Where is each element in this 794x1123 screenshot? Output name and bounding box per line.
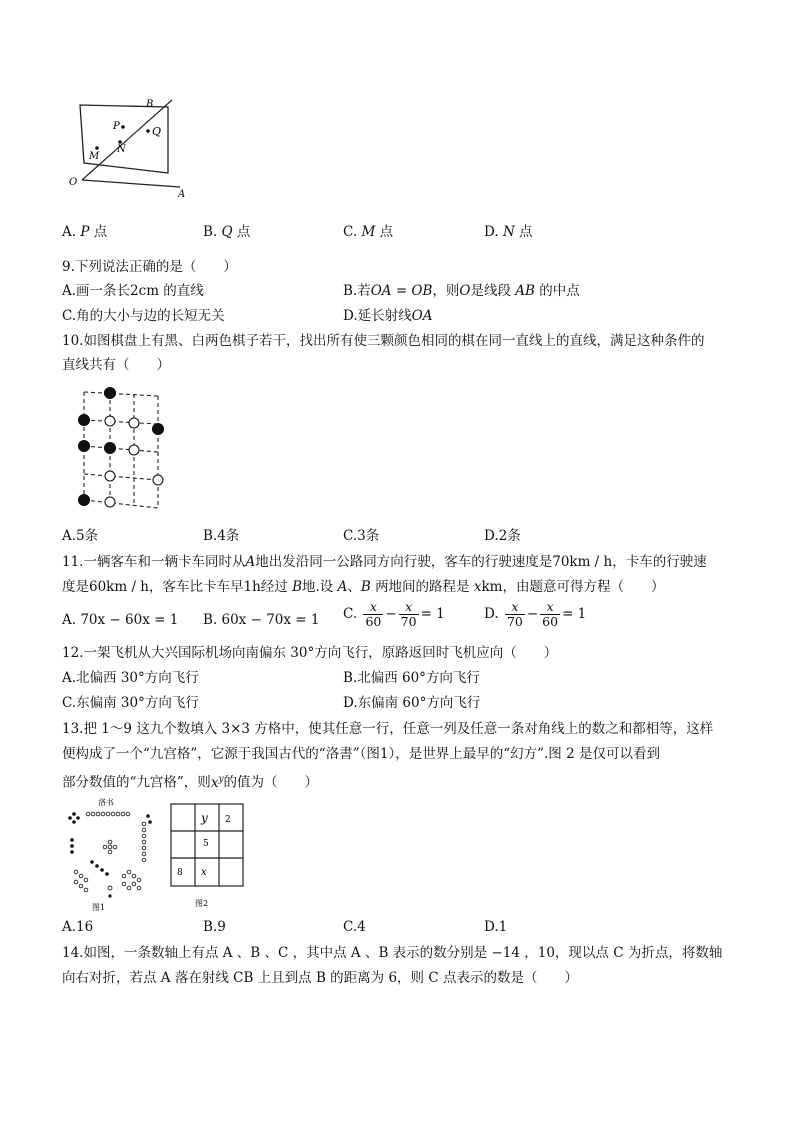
- white-stone: [129, 445, 139, 455]
- white-stone: [129, 418, 139, 428]
- point-p: [121, 125, 125, 129]
- black-stone: [105, 388, 116, 399]
- q8-option-b[interactable]: B. Q 点: [203, 224, 251, 240]
- white-stone: [105, 416, 115, 426]
- label-m: M: [89, 151, 100, 162]
- luoshu-title: 洛书: [98, 798, 114, 807]
- white-stone: [105, 497, 115, 507]
- fraction: $\frac{x}{70}$: [506, 599, 523, 629]
- q13-stem-line3: 部分数值的“九宫格”，则$x^y$的值为（ ）: [62, 774, 319, 791]
- q9-option-a[interactable]: A.画一条长2cm 的直线: [62, 283, 204, 299]
- grid-cell-5: 5: [203, 839, 209, 849]
- q8-option-c[interactable]: C. M 点: [343, 224, 394, 240]
- q12-option-a[interactable]: A.北偏西 30°方向飞行: [62, 670, 199, 686]
- fraction: $\frac{x}{60}$: [365, 599, 382, 629]
- q13-option-b[interactable]: B.9: [203, 919, 226, 935]
- ray-oa: [82, 180, 180, 187]
- plane-figure: [60, 95, 200, 205]
- q13-stem-line2: 便构成了一个“九宫格”，它源于我国古代的“洛書”（图1），是世界上最早的“幻方”.图 2 是仅可以看到: [62, 746, 660, 762]
- black-stone: [79, 415, 90, 426]
- q14-stem-line1: 14.如图，一条数轴上有点 A 、B 、C ，其中点 A 、B 表示的数分别是 −14 ，10，现以点 C 为折点，将数轴: [62, 945, 723, 961]
- label-p: P: [113, 121, 120, 132]
- q13-option-c[interactable]: C.4: [343, 919, 366, 935]
- q8-option-a[interactable]: A. P 点: [62, 224, 108, 240]
- q10-stem-line1: 10.如图棋盘上有黑、白两色棋子若干，找出所有使三颗颜色相同的棋在同一直线上的直线，满足这种条件的: [62, 333, 705, 349]
- q10-option-b[interactable]: B.4条: [203, 528, 240, 544]
- point-q: [146, 129, 150, 133]
- label-o: O: [69, 177, 78, 188]
- q11-option-c[interactable]: C. $\frac{x}{60}$ − $\frac{x}{70}$ = 1: [343, 599, 445, 629]
- chessboard-figure: [70, 380, 170, 520]
- q9-option-c[interactable]: C.角的大小与边的长短无关: [62, 308, 225, 324]
- q12-option-b[interactable]: B.北偏西 60°方向飞行: [343, 670, 480, 686]
- fraction: $\frac{x}{60}$: [542, 599, 559, 629]
- q11-option-a[interactable]: A. 70x − 60x = 1: [62, 612, 179, 628]
- point-m: [95, 146, 99, 150]
- q9-option-d[interactable]: D.延长射线OA: [343, 308, 433, 324]
- q14-stem-line2: 向右对折，若点 A 落在射线 CB 上且到点 B 的距离为 6，则 C 点表示的数是（ ）: [62, 970, 578, 986]
- q12-stem: 12.一架飞机从大兴国际机场向南偏东 30°方向飞行，原路返回时飞机应向（ ）: [62, 645, 558, 661]
- magic-square-figure: [165, 800, 245, 912]
- q10-option-c[interactable]: C.3条: [343, 528, 380, 544]
- luoshu-caption: 图1: [92, 903, 106, 912]
- q12-option-d[interactable]: D.东偏南 60°方向飞行: [343, 695, 481, 711]
- label-b: B: [146, 99, 154, 110]
- q13-option-a[interactable]: A.16: [62, 919, 94, 935]
- q13-stem-line1: 13.把 1～9 这九个数填入 3×3 方格中，使其任意一行，任意一列及任意一条对角线上的数之和都相等，这样: [62, 721, 714, 737]
- fraction: $\frac{x}{70}$: [400, 599, 417, 629]
- q9-option-b[interactable]: B.若OA = OB，则O是线段 AB 的中点: [343, 283, 580, 299]
- label-q: Q: [152, 125, 162, 138]
- q10-option-a[interactable]: A.5条: [62, 528, 99, 544]
- luoshu-figure: [62, 796, 158, 914]
- fig2-caption: 图2: [195, 899, 209, 908]
- q11-option-d[interactable]: D. $\frac{x}{70}$ − $\frac{x}{60}$ = 1: [484, 599, 587, 629]
- q8-option-d[interactable]: D. N 点: [484, 224, 533, 240]
- x-power-y: $x^y$: [210, 774, 224, 791]
- q9-stem: 9.下列说法正确的是（ ）: [62, 259, 237, 275]
- black-stone: [153, 424, 164, 435]
- q11-stem-line2: 度是60km / h，客车比卡车早1h经过 B地.设 A、B 两地间的路程是 xkm，由题意可得方程（ ）: [62, 579, 665, 595]
- q10-option-d[interactable]: D.2条: [484, 528, 521, 544]
- white-stone: [153, 475, 163, 485]
- q11-stem-line1: 11.一辆客车和一辆卡车同时从A地出发沿同一公路同方向行驶，客车的行驶速度是70km / h，卡车的行驶速: [62, 554, 707, 570]
- grid-cell-2: 2: [225, 815, 231, 825]
- q12-option-c[interactable]: C.东偏南 30°方向飞行: [62, 695, 199, 711]
- label-a: A: [178, 189, 186, 200]
- white-stone: [105, 471, 115, 481]
- black-stone: [105, 443, 116, 454]
- grid-cell-8: 8: [177, 868, 183, 878]
- grid-cell-y: y: [201, 811, 208, 825]
- q13-option-d[interactable]: D.1: [484, 919, 508, 935]
- black-stone: [79, 441, 90, 452]
- label-n: N: [117, 144, 126, 155]
- grid-cell-x: x: [201, 867, 207, 878]
- black-stone: [79, 495, 90, 506]
- q10-stem-line2: 直线共有（ ）: [62, 357, 170, 373]
- q11-option-b[interactable]: B. 60x − 70x = 1: [203, 612, 320, 628]
